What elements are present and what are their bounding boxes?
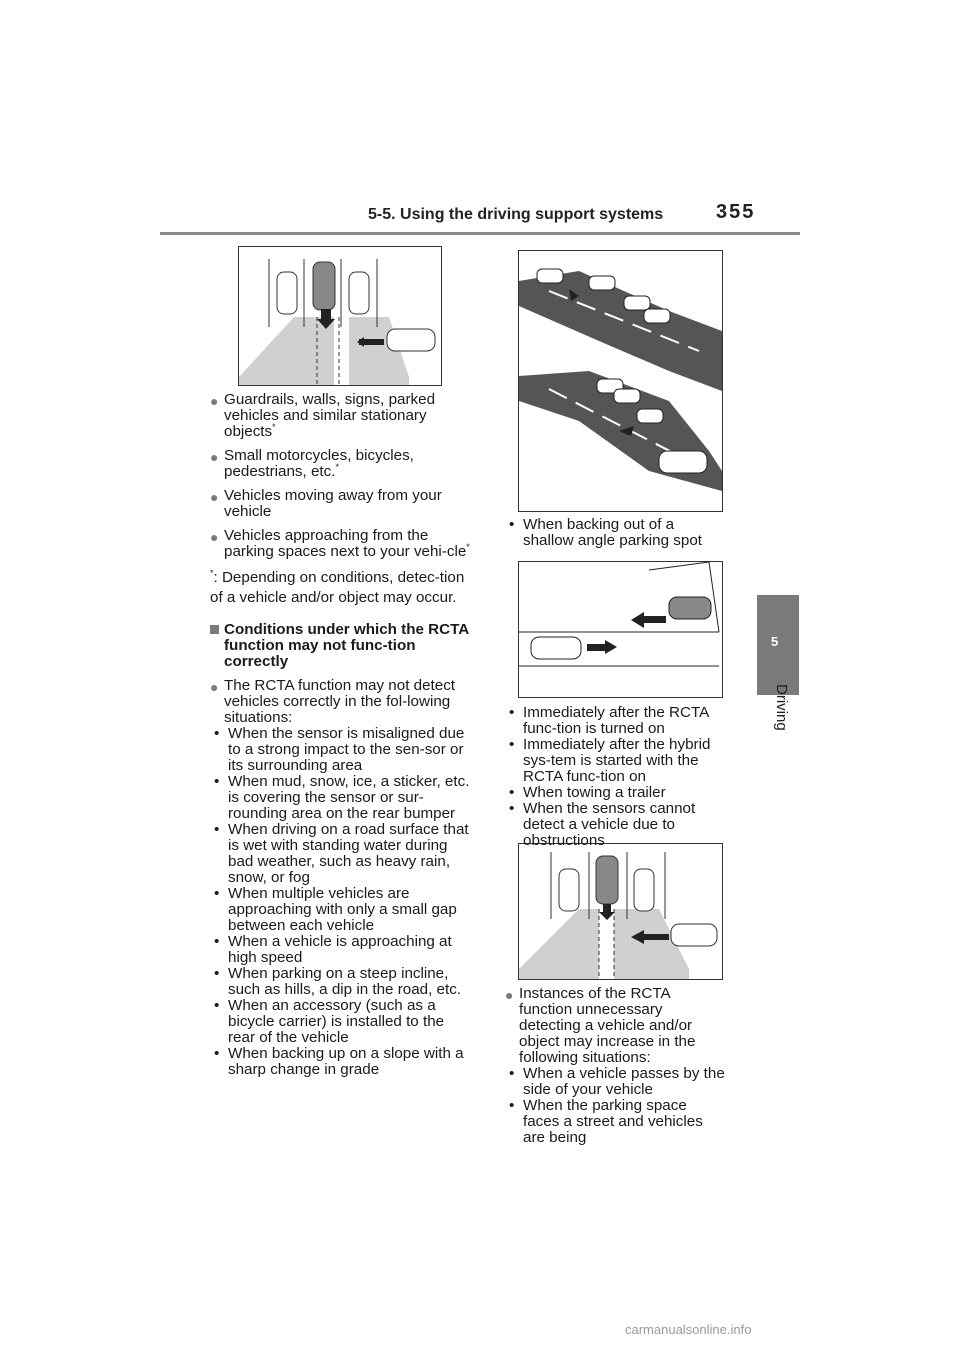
- dash-item: • When a vehicle passes by the side of your vehicle: [509, 1065, 725, 1098]
- dash-item: • When the sensor is misaligned due to a strong impact to the sen-sor or its surrounding area: [214, 725, 465, 774]
- chapter-label: Driving: [773, 684, 790, 731]
- dash-item: • When backing out of a shallow angle parking spot: [509, 516, 702, 549]
- page-number: 355: [716, 201, 756, 223]
- bullet-icon: ●: [210, 449, 219, 465]
- chapter-number: 5: [771, 634, 779, 649]
- bullet-icon: ●: [210, 679, 219, 695]
- dash-item: • When an accessory (such as a bicycle carrier) is installed to the rear of the vehicle: [214, 997, 445, 1046]
- figure-parking-obstruction: [518, 843, 723, 980]
- list-item: ● Instances of the RCTA function unnecessary detecting a vehicle and/or object may increase in the following situations:: [505, 985, 696, 1066]
- list-item: ● The RCTA function may not detect vehicles correctly in the fol-lowing situations:: [210, 677, 456, 726]
- dash-item: • When the sensors cannot detect a vehicle due to obstructions: [509, 800, 696, 849]
- figure-parking-rear: [238, 246, 442, 386]
- header-rule: [160, 232, 800, 235]
- right-column-b: [505, 705, 727, 849]
- square-bullet-icon: [210, 625, 219, 634]
- footnote: *: Depending on conditions, detec-tion of a vehicle and/or object may occur.: [210, 567, 465, 606]
- dash-item: • When backing up on a slope with a sharp change in grade: [214, 1045, 464, 1078]
- list-item: ● Small motorcycles, bicycles, pedestrians, etc.*: [210, 447, 414, 480]
- figure-angled-road: [518, 250, 723, 512]
- dash-item: • When parking on a steep incline, such as hills, a dip in the road, etc.: [214, 965, 462, 998]
- bullet-icon: ●: [210, 393, 219, 409]
- dash-item: • When mud, snow, ice, a sticker, etc. is covering the sensor or sur-rounding area on the rear bumper: [214, 773, 470, 822]
- dash-item: • When multiple vehicles are approaching with only a small gap between each vehicle: [214, 885, 457, 934]
- dash-item: • When the parking space faces a street and vehicles are being: [509, 1097, 703, 1146]
- dash-item: • Immediately after the RCTA func-tion is turned on: [509, 704, 709, 737]
- right-column-a: [505, 517, 725, 549]
- dash-item: • When driving on a road surface that is wet with standing water during bad weather, such as heavy rain, snow, or fog: [214, 821, 469, 886]
- dash-item: • When a vehicle is approaching at high speed: [214, 933, 452, 966]
- figure-shallow-angle: [518, 561, 723, 698]
- bullet-icon: ●: [210, 529, 219, 545]
- section-heading: Conditions under which the RCTA function may not func-tion correctly: [210, 622, 472, 670]
- dash-item: • When towing a trailer: [509, 784, 666, 801]
- section-title: 5-5. Using the driving support systems: [368, 206, 664, 223]
- left-column: [210, 392, 472, 1078]
- right-column-c: [505, 986, 727, 1146]
- list-item: ● Vehicles moving away from your vehicle: [210, 487, 442, 520]
- dash-item: • Immediately after the hybrid sys-tem is started with the RCTA func-tion on: [509, 736, 711, 785]
- bullet-icon: ●: [505, 987, 514, 1003]
- list-item: ● Vehicles approaching from the parking spaces next to your vehi-cle*: [210, 527, 470, 560]
- watermark: carmanualsonline.info: [625, 1322, 752, 1337]
- list-item: ● Guardrails, walls, signs, parked vehicles and similar stationary objects*: [210, 391, 436, 440]
- bullet-icon: ●: [210, 489, 219, 505]
